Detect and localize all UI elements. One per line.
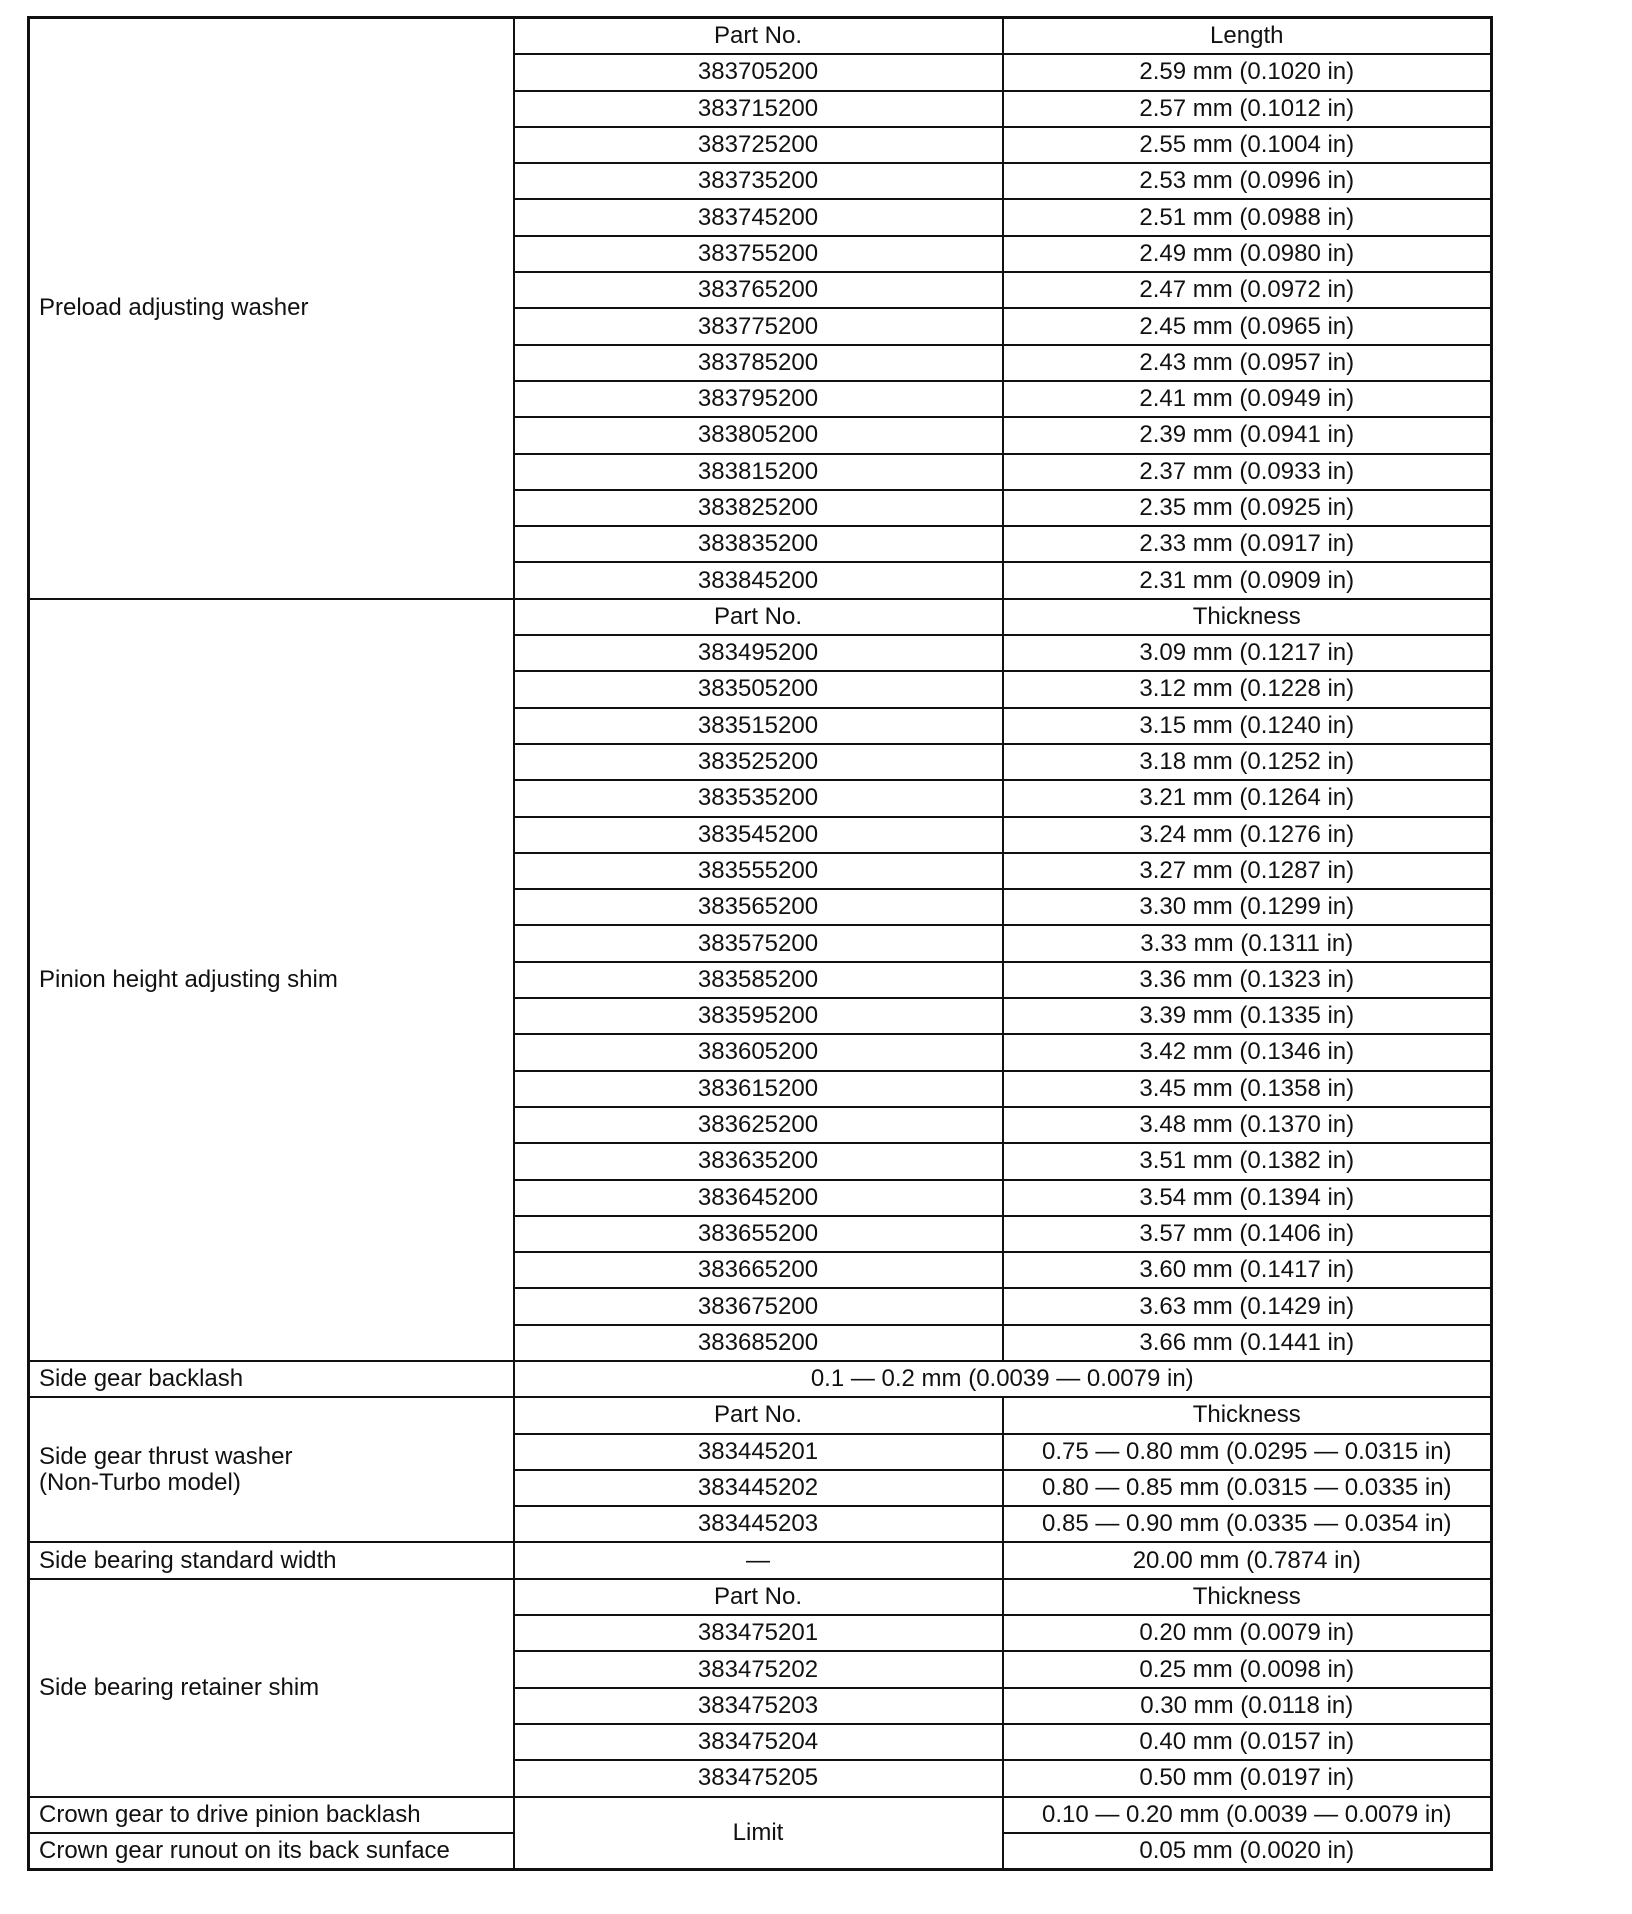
part-number-cell: 383595200	[514, 998, 1003, 1034]
part-number-cell: 383765200	[514, 272, 1003, 308]
measure-cell: 3.45 mm (0.1358 in)	[1003, 1071, 1492, 1107]
part-number-cell: 383505200	[514, 671, 1003, 707]
column-header-part-no: Part No.	[514, 1579, 1003, 1615]
measure-cell: 0.50 mm (0.0197 in)	[1003, 1760, 1492, 1796]
part-number-cell: 383475201	[514, 1615, 1003, 1651]
item-label: Side gear backlash	[29, 1361, 514, 1397]
spec-value-cell: 20.00 mm (0.7874 in)	[1003, 1542, 1492, 1578]
measure-cell: 3.39 mm (0.1335 in)	[1003, 998, 1492, 1034]
part-number-cell: —	[514, 1542, 1003, 1578]
spec-table	[27, 16, 1493, 1871]
measure-cell: 3.36 mm (0.1323 in)	[1003, 962, 1492, 998]
part-number-cell: 383835200	[514, 526, 1003, 562]
part-number-cell: 383605200	[514, 1034, 1003, 1070]
column-header-measure: Length	[1003, 18, 1492, 55]
part-number-cell: 383735200	[514, 163, 1003, 199]
measure-cell: 3.63 mm (0.1429 in)	[1003, 1288, 1492, 1324]
table-row	[29, 1797, 1492, 1833]
part-number-cell: 383475203	[514, 1688, 1003, 1724]
part-number-cell: 383825200	[514, 490, 1003, 526]
measure-cell: 0.80 — 0.85 mm (0.0315 — 0.0335 in)	[1003, 1470, 1492, 1506]
measure-cell: 2.51 mm (0.0988 in)	[1003, 199, 1492, 235]
measure-cell: 2.43 mm (0.0957 in)	[1003, 345, 1492, 381]
column-header-part-no: Part No.	[514, 599, 1003, 635]
limit-label: Limit	[514, 1797, 1003, 1870]
part-number-cell: 383645200	[514, 1180, 1003, 1216]
measure-cell: 3.66 mm (0.1441 in)	[1003, 1325, 1492, 1361]
measure-cell: 2.53 mm (0.0996 in)	[1003, 163, 1492, 199]
spec-table-body	[29, 18, 1492, 1870]
column-header-part-no: Part No.	[514, 18, 1003, 55]
measure-cell: 0.25 mm (0.0098 in)	[1003, 1651, 1492, 1687]
column-header-part-no: Part No.	[514, 1397, 1003, 1433]
measure-cell: 0.20 mm (0.0079 in)	[1003, 1615, 1492, 1651]
measure-cell: 3.57 mm (0.1406 in)	[1003, 1216, 1492, 1252]
part-number-cell: 383535200	[514, 780, 1003, 816]
column-header-measure: Thickness	[1003, 1579, 1492, 1615]
measure-cell: 2.39 mm (0.0941 in)	[1003, 417, 1492, 453]
spec-value-cell: 0.1 — 0.2 mm (0.0039 — 0.0079 in)	[514, 1361, 1492, 1397]
measure-cell: 2.59 mm (0.1020 in)	[1003, 54, 1492, 90]
part-number-cell: 383495200	[514, 635, 1003, 671]
part-number-cell: 383705200	[514, 54, 1003, 90]
measure-cell: 3.51 mm (0.1382 in)	[1003, 1143, 1492, 1179]
part-number-cell: 383675200	[514, 1288, 1003, 1324]
measure-cell: 2.47 mm (0.0972 in)	[1003, 272, 1492, 308]
measure-cell: 0.85 — 0.90 mm (0.0335 — 0.0354 in)	[1003, 1506, 1492, 1542]
part-number-cell: 383585200	[514, 962, 1003, 998]
measure-cell: 0.40 mm (0.0157 in)	[1003, 1724, 1492, 1760]
part-number-cell: 383445201	[514, 1434, 1003, 1470]
table-header-row	[29, 18, 1492, 55]
measure-cell: 3.18 mm (0.1252 in)	[1003, 744, 1492, 780]
part-number-cell: 383445202	[514, 1470, 1003, 1506]
part-number-cell: 383785200	[514, 345, 1003, 381]
item-label: Pinion height adjusting shim	[29, 599, 514, 1361]
part-number-cell: 383815200	[514, 454, 1003, 490]
part-number-cell: 383445203	[514, 1506, 1003, 1542]
measure-cell: 3.48 mm (0.1370 in)	[1003, 1107, 1492, 1143]
part-number-cell: 383725200	[514, 127, 1003, 163]
measure-cell: 3.21 mm (0.1264 in)	[1003, 780, 1492, 816]
column-header-measure: Thickness	[1003, 1397, 1492, 1433]
part-number-cell: 383775200	[514, 308, 1003, 344]
measure-cell: 3.33 mm (0.1311 in)	[1003, 925, 1492, 961]
measure-cell: 3.60 mm (0.1417 in)	[1003, 1252, 1492, 1288]
table-row	[29, 1361, 1492, 1397]
table-header-row	[29, 1579, 1492, 1615]
part-number-cell: 383565200	[514, 889, 1003, 925]
table-row	[29, 1542, 1492, 1578]
part-number-cell: 383625200	[514, 1107, 1003, 1143]
part-number-cell: 383715200	[514, 91, 1003, 127]
item-label: Crown gear to drive pinion backlash	[29, 1797, 514, 1833]
part-number-cell: 383555200	[514, 853, 1003, 889]
table-header-row	[29, 1397, 1492, 1433]
part-number-cell: 383665200	[514, 1252, 1003, 1288]
measure-cell: 3.30 mm (0.1299 in)	[1003, 889, 1492, 925]
part-number-cell: 383515200	[514, 708, 1003, 744]
item-label: Crown gear runout on its back sunface	[29, 1833, 514, 1870]
part-number-cell: 383655200	[514, 1216, 1003, 1252]
column-header-measure: Thickness	[1003, 599, 1492, 635]
measure-cell: 2.45 mm (0.0965 in)	[1003, 308, 1492, 344]
measure-cell: 0.75 — 0.80 mm (0.0295 — 0.0315 in)	[1003, 1434, 1492, 1470]
part-number-cell: 383635200	[514, 1143, 1003, 1179]
item-label: Preload adjusting washer	[29, 18, 514, 599]
part-number-cell: 383575200	[514, 925, 1003, 961]
measure-cell: 2.49 mm (0.0980 in)	[1003, 236, 1492, 272]
measure-cell: 2.41 mm (0.0949 in)	[1003, 381, 1492, 417]
measure-cell: 2.33 mm (0.0917 in)	[1003, 526, 1492, 562]
item-label: Side gear thrust washer (Non-Turbo model)	[29, 1397, 514, 1542]
measure-cell: 3.15 mm (0.1240 in)	[1003, 708, 1492, 744]
spec-value-cell: 0.10 — 0.20 mm (0.0039 — 0.0079 in)	[1003, 1797, 1492, 1833]
measure-cell: 3.24 mm (0.1276 in)	[1003, 817, 1492, 853]
measure-cell: 3.12 mm (0.1228 in)	[1003, 671, 1492, 707]
measure-cell: 0.30 mm (0.0118 in)	[1003, 1688, 1492, 1724]
item-label: Side bearing standard width	[29, 1542, 514, 1578]
item-label: Side bearing retainer shim	[29, 1579, 514, 1797]
part-number-cell: 383525200	[514, 744, 1003, 780]
part-number-cell: 383475202	[514, 1651, 1003, 1687]
table-header-row	[29, 599, 1492, 635]
part-number-cell: 383545200	[514, 817, 1003, 853]
measure-cell: 2.31 mm (0.0909 in)	[1003, 562, 1492, 598]
part-number-cell: 383615200	[514, 1071, 1003, 1107]
part-number-cell: 383755200	[514, 236, 1003, 272]
measure-cell: 2.37 mm (0.0933 in)	[1003, 454, 1492, 490]
part-number-cell: 383475204	[514, 1724, 1003, 1760]
measure-cell: 3.27 mm (0.1287 in)	[1003, 853, 1492, 889]
part-number-cell: 383745200	[514, 199, 1003, 235]
spec-value-cell: 0.05 mm (0.0020 in)	[1003, 1833, 1492, 1870]
part-number-cell: 383795200	[514, 381, 1003, 417]
measure-cell: 2.55 mm (0.1004 in)	[1003, 127, 1492, 163]
measure-cell: 3.54 mm (0.1394 in)	[1003, 1180, 1492, 1216]
measure-cell: 3.42 mm (0.1346 in)	[1003, 1034, 1492, 1070]
part-number-cell: 383685200	[514, 1325, 1003, 1361]
part-number-cell: 383845200	[514, 562, 1003, 598]
part-number-cell: 383475205	[514, 1760, 1003, 1796]
measure-cell: 3.09 mm (0.1217 in)	[1003, 635, 1492, 671]
measure-cell: 2.35 mm (0.0925 in)	[1003, 490, 1492, 526]
measure-cell: 2.57 mm (0.1012 in)	[1003, 91, 1492, 127]
part-number-cell: 383805200	[514, 417, 1003, 453]
